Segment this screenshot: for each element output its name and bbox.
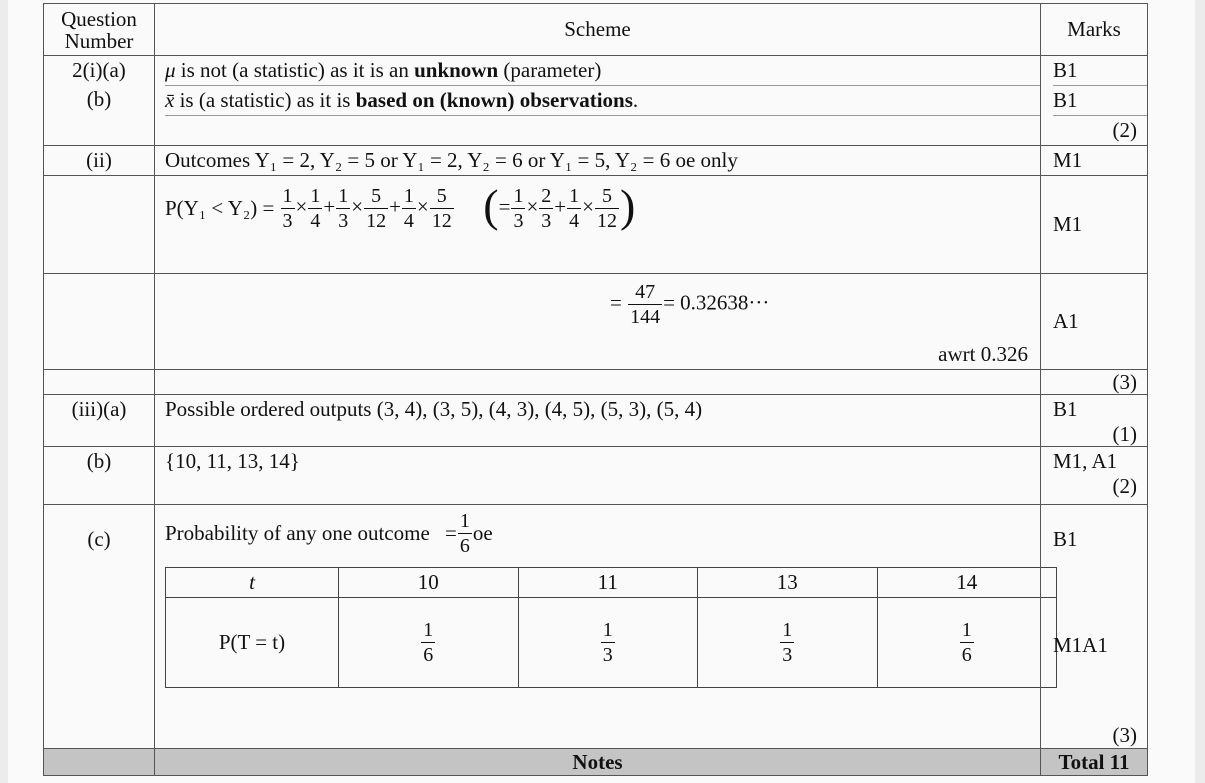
close-paren: ) <box>619 180 636 231</box>
text: (parameter) <box>498 58 602 82</box>
xbar-symbol: x̄ <box>165 88 175 112</box>
probability-line <box>155 505 1040 567</box>
num: 1 <box>459 510 470 532</box>
question-label-cell <box>44 274 155 370</box>
marks-cell <box>1041 176 1148 274</box>
text: is not (a statistic) as it is an <box>175 58 415 82</box>
den: 3 <box>282 210 293 232</box>
mark: B1 <box>1053 58 1078 82</box>
q-label: (ii) <box>86 148 112 172</box>
question-number-header <box>44 4 155 56</box>
row-2ii-result <box>44 274 1148 370</box>
text: . <box>632 88 639 112</box>
fraction <box>336 186 350 231</box>
fraction <box>960 620 974 665</box>
den: 6 <box>459 535 470 557</box>
fraction <box>430 186 454 231</box>
scheme-cell <box>155 447 1041 505</box>
text: = <box>445 521 457 545</box>
den: 3 <box>338 210 349 232</box>
text: P(T = t) <box>218 630 286 654</box>
outcomes-text: Outcomes Y₁ = 2, Y₂ = 5 or Y₁ = 2, Y₂ = 6 or Y₁ = 5, Y₂ = 6 oe only <box>165 148 738 172</box>
mark: M1 <box>1053 148 1083 172</box>
mark: B1 <box>1053 397 1078 421</box>
mark: M1, A1 <box>1053 449 1118 473</box>
marks-cell <box>1041 146 1148 176</box>
den: 4 <box>569 210 580 232</box>
text: t <box>249 570 255 594</box>
header-row <box>44 4 1148 56</box>
scheme-header: Scheme <box>155 4 1041 56</box>
row-2i <box>44 56 1148 146</box>
num: 1 <box>569 185 580 207</box>
mark: A1 <box>1053 309 1079 333</box>
mark: B1 <box>1053 527 1078 551</box>
fraction <box>308 186 322 231</box>
scheme-line <box>165 85 1040 115</box>
fraction <box>402 186 416 231</box>
marks-cell <box>1041 274 1148 370</box>
mark: B1 <box>1053 85 1147 115</box>
text: Probability of any one outcome <box>165 521 430 545</box>
question-label-cell <box>44 395 155 447</box>
outputs-text: Possible ordered outputs (3, 4), (3, 5), (4, 3), (4, 5), (5, 3), (5, 4) <box>165 397 703 421</box>
p-value <box>518 598 698 688</box>
distribution-p-row <box>166 598 1057 688</box>
subtotal: (3) <box>1112 370 1137 394</box>
marks-cell <box>1041 395 1148 447</box>
den: 3 <box>513 210 524 232</box>
den: 144 <box>630 306 661 328</box>
text: oe <box>472 521 493 545</box>
row-2ii-probability <box>44 176 1148 274</box>
num: 5 <box>601 185 612 207</box>
num: 1 <box>513 185 524 207</box>
den: 4 <box>310 210 321 232</box>
mark: M1 <box>1053 212 1083 236</box>
fraction <box>567 186 581 231</box>
num: 1 <box>310 185 321 207</box>
fraction <box>595 186 619 231</box>
question-label-cell <box>44 447 155 505</box>
den: 6 <box>423 644 434 666</box>
row-2iii-c <box>44 505 1148 749</box>
num: 1 <box>782 619 793 641</box>
scheme-line <box>165 56 1040 85</box>
p-label <box>166 598 339 688</box>
scheme-cell <box>155 505 1041 749</box>
question-label-cell <box>44 146 155 176</box>
probability-expression: P(Y₁ < Y₂) = $\frac{1}{3}$ × $\frac{1}{4}$ + $\frac{1}{3}$ × $\frac{5}{12}$ + $\frac{1}{4}$ × $\frac{5}{12}$ (= $\frac{1}{3}$ × $\frac{2}{3}$ + $\frac{1}{4}$ × $\frac{5}{12}$ ) <box>165 180 636 232</box>
row-2ii-total <box>44 370 1148 395</box>
result-expression: = $\frac{47}{144}$ = 0.32638··· <box>610 281 770 328</box>
question-label-cell <box>44 505 155 749</box>
t-value: 13 <box>698 568 878 598</box>
den: 12 <box>596 210 617 232</box>
marks-header: Marks <box>1041 4 1148 56</box>
num: 1 <box>282 185 293 207</box>
total-marks: Total 11 <box>1041 749 1148 776</box>
fraction <box>281 186 295 231</box>
distribution-table <box>165 567 1057 688</box>
blank <box>44 749 155 776</box>
subtotal: (2) <box>1112 474 1137 498</box>
t-value: 11 <box>518 568 698 598</box>
fraction <box>601 620 615 665</box>
set-text: {10, 11, 13, 14} <box>165 449 300 473</box>
question-label-cell <box>44 176 155 274</box>
subtotal: (2) <box>1053 115 1147 145</box>
p-value <box>877 598 1057 688</box>
decimal-result: = 0.32638··· <box>663 290 770 315</box>
marks-cell <box>1041 370 1148 395</box>
num: 5 <box>371 185 382 207</box>
awrt-note: awrt 0.326 <box>938 342 1028 366</box>
den: 12 <box>431 210 452 232</box>
num: 1 <box>602 619 613 641</box>
header-text: Question <box>61 6 137 31</box>
num: 47 <box>635 281 656 303</box>
fraction <box>458 511 472 556</box>
bold-text: unknown <box>414 58 499 82</box>
fraction <box>780 620 794 665</box>
blank <box>155 370 1041 395</box>
den: 12 <box>366 210 387 232</box>
q-label: (iii)(a) <box>71 397 127 421</box>
mu-symbol: μ <box>165 58 176 82</box>
header-text: Number <box>64 28 134 53</box>
bold-text: based on (known) observations <box>355 88 633 112</box>
expression-lhs: P(Y₁ < Y₂) = <box>165 196 275 220</box>
fraction <box>511 186 525 231</box>
num: 1 <box>961 619 972 641</box>
page-edge-left <box>0 0 8 783</box>
p-value <box>339 598 519 688</box>
row-2ii-outcomes <box>44 146 1148 176</box>
den: 3 <box>782 644 793 666</box>
t-label <box>166 568 339 598</box>
subtotal: (3) <box>1112 723 1137 747</box>
num: 1 <box>423 619 434 641</box>
row-2iii-a <box>44 395 1148 447</box>
subtotal: (1) <box>1112 422 1137 446</box>
mark-scheme-table <box>43 3 1148 776</box>
notes-label: Notes <box>155 749 1041 776</box>
num: 2 <box>541 185 552 207</box>
q-label: (c) <box>87 527 111 551</box>
row-2iii-b <box>44 447 1148 505</box>
fraction <box>628 282 662 327</box>
den: 3 <box>602 644 613 666</box>
scheme-cell <box>155 56 1041 146</box>
fraction <box>539 186 553 231</box>
marks-cell <box>1041 56 1148 146</box>
q-label: 2(i)(a) <box>72 58 126 82</box>
scheme-cell <box>155 274 1041 370</box>
t-value: 14 <box>877 568 1057 598</box>
spacer <box>155 688 1040 748</box>
open-paren: ( <box>483 180 499 231</box>
den: 4 <box>403 210 414 232</box>
scheme-cell <box>155 395 1041 447</box>
scheme-cell <box>155 176 1041 274</box>
den: 3 <box>541 210 552 232</box>
num: 1 <box>403 185 414 207</box>
t-value: 10 <box>339 568 519 598</box>
q-label: (b) <box>86 87 112 111</box>
distribution-t-row <box>166 568 1057 598</box>
fraction <box>364 186 388 231</box>
q-label: (b) <box>86 449 112 473</box>
page-edge-right <box>1195 0 1205 783</box>
spacer <box>44 114 154 143</box>
text: is (a statistic) as it is <box>174 88 356 112</box>
marks-cell <box>1041 447 1148 505</box>
question-label-cell <box>44 56 155 146</box>
spacer <box>165 115 1040 145</box>
fraction <box>421 620 435 665</box>
blank <box>44 370 155 395</box>
notes-row <box>44 749 1148 776</box>
num: 1 <box>338 185 349 207</box>
num: 5 <box>436 185 447 207</box>
mark: M1A1 <box>1053 633 1108 657</box>
marks-cell <box>1041 505 1148 749</box>
p-value <box>698 598 878 688</box>
den: 6 <box>961 644 972 666</box>
scheme-cell <box>155 146 1041 176</box>
